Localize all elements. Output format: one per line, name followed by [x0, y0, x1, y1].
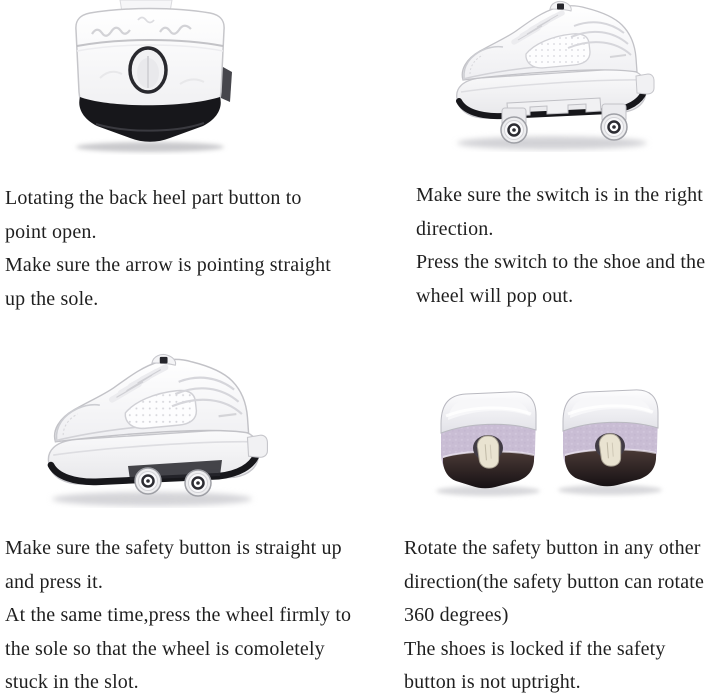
front-roller-wheel: [135, 468, 161, 494]
instruction-line: Rotate the safety button in any other: [404, 537, 701, 559]
rear-roller-wheel: [601, 114, 627, 140]
instruction-line: Make sure the safety button is straight up: [5, 537, 342, 559]
shadow: [558, 485, 662, 495]
instruction-line: direction(the safety button can rotate: [404, 570, 705, 593]
two-heels-safety-buttons-illustration: [428, 384, 668, 502]
instruction-line: and press it.: [5, 570, 104, 593]
instruction-line: button is not uptright.: [404, 671, 581, 693]
instruction-line: The shoes is locked if the safety: [404, 637, 666, 660]
step1-image-heel-button-closeup: [64, 0, 236, 155]
instruction-line: At the same time,press the wheel firmly to: [5, 604, 352, 626]
instruction-line: the sole so that the wheel is comoletely: [5, 637, 325, 660]
step3-image-shoe-wheels-retracted: [40, 350, 272, 508]
instruction-line: wheel will pop out.: [416, 284, 574, 307]
right-heel-with-safety-knob[interactable]: [563, 390, 658, 486]
heel-button-closeup-illustration: [64, 0, 236, 155]
shoe-wheels-retracted-illustration: [40, 350, 272, 508]
rear-roller-wheel: [185, 470, 211, 496]
step2-image-shoe-wheels-out: [450, 0, 655, 152]
shoe-wheels-out-illustration: [450, 0, 655, 152]
instruction-line: Make sure the switch is in the right: [416, 184, 704, 206]
front-roller-wheel: [501, 117, 527, 143]
step2-instructions: [416, 179, 705, 313]
instruction-line: direction.: [416, 217, 494, 240]
step3-instructions: [5, 532, 351, 695]
instruction-line: stuck in the slot.: [5, 671, 139, 693]
instruction-line: Press the switch to the shoe and the: [416, 251, 706, 273]
instruction-line: Make sure the arrow is pointing straight: [5, 254, 331, 276]
instruction-line: 360 degrees): [404, 604, 509, 626]
shadow: [76, 142, 224, 152]
instruction-line: up the sole.: [5, 287, 99, 310]
heel-release-button[interactable]: [130, 48, 166, 92]
step1-instructions: [5, 182, 331, 316]
instruction-line: point open.: [5, 220, 97, 243]
left-heel-with-safety-knob[interactable]: [441, 392, 536, 488]
step4-image-two-heels-safety-buttons: [428, 384, 668, 502]
step4-instructions: [404, 532, 704, 695]
instruction-line: Lotating the back heel part button to: [5, 187, 302, 209]
